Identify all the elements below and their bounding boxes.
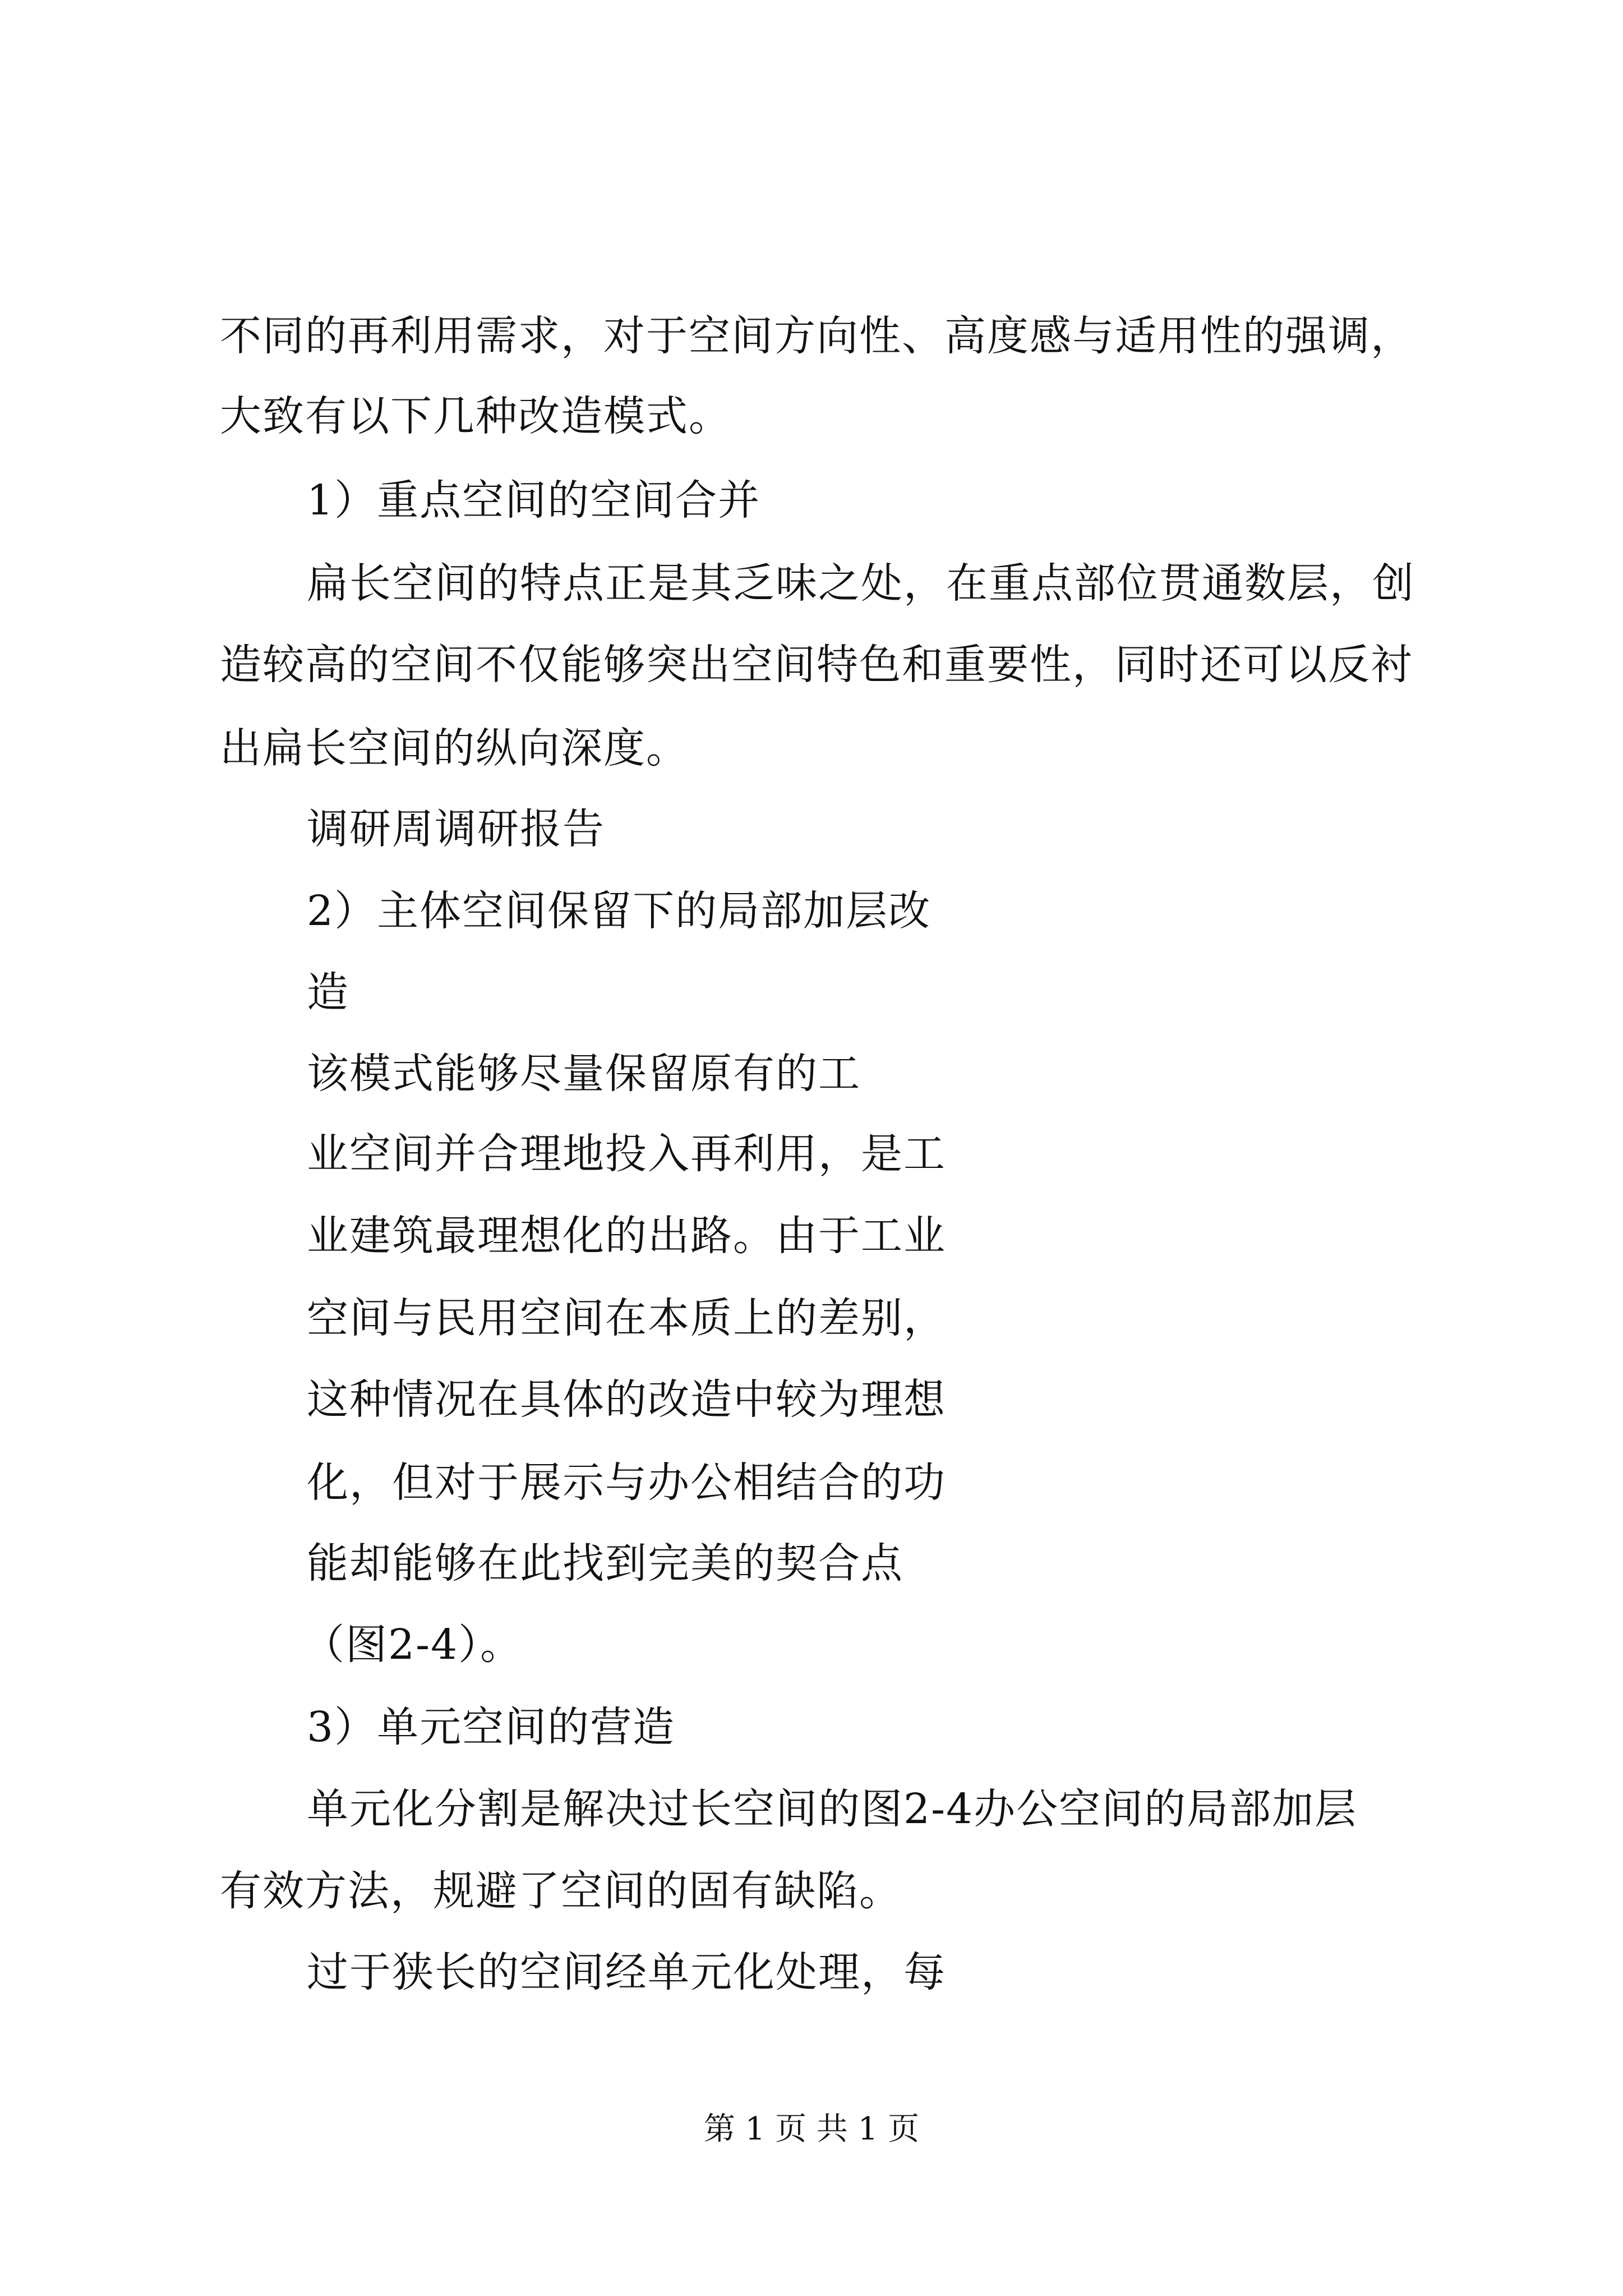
paragraph-line: 有效方法，规避了空间的固有缺陷。 bbox=[220, 1867, 902, 1915]
paragraph-line: 大致有以下几种改造模式。 bbox=[220, 392, 731, 440]
section-heading: 2）主体空间保留下的局部加层改 bbox=[307, 887, 932, 935]
paragraph-line: 出扁长空间的纵向深度。 bbox=[220, 724, 689, 772]
paragraph-line: 扁长空间的特点正是其乏味之处，在重点部位贯通数层，创 bbox=[307, 559, 1415, 608]
paragraph-line: 这种情况在具体的改造中较为理想 bbox=[307, 1375, 946, 1424]
paragraph-line: 业空间并合理地投入再利用，是工 bbox=[307, 1130, 946, 1178]
paragraph-line: 该模式能够尽量保留原有的工 bbox=[307, 1050, 861, 1098]
paragraph-line: 过于狭长的空间经单元化处理，每 bbox=[307, 1948, 946, 1996]
paragraph-line: 调研周调研报告 bbox=[307, 805, 605, 853]
paragraph-line: 业建筑最理想化的出路。由于工业 bbox=[307, 1212, 946, 1260]
section-heading: 3）单元空间的营造 bbox=[307, 1703, 676, 1751]
paragraph-line: 单元化分割是解决过长空间的图2-4办公空间的局部加层 bbox=[307, 1785, 1358, 1833]
section-heading: 1）重点空间的空间合并 bbox=[307, 476, 761, 524]
section-heading: 造 bbox=[307, 968, 349, 1016]
paragraph-line: （图2-4）。 bbox=[303, 1621, 523, 1669]
paragraph-line: 化，但对于展示与办公相结合的功 bbox=[307, 1458, 946, 1507]
page-number: 第 1 页 共 1 页 bbox=[703, 2111, 920, 2147]
paragraph-line: 能却能够在此找到完美的契合点 bbox=[307, 1539, 903, 1588]
paragraph-line: 造较高的空间不仅能够突出空间特色和重要性，同时还可以反衬 bbox=[220, 641, 1413, 689]
paragraph-line: 不同的再利用需求，对于空间方向性、高度感与适用性的强调， bbox=[220, 312, 1413, 360]
paragraph-line: 空间与民用空间在本质上的差别， bbox=[307, 1294, 946, 1342]
